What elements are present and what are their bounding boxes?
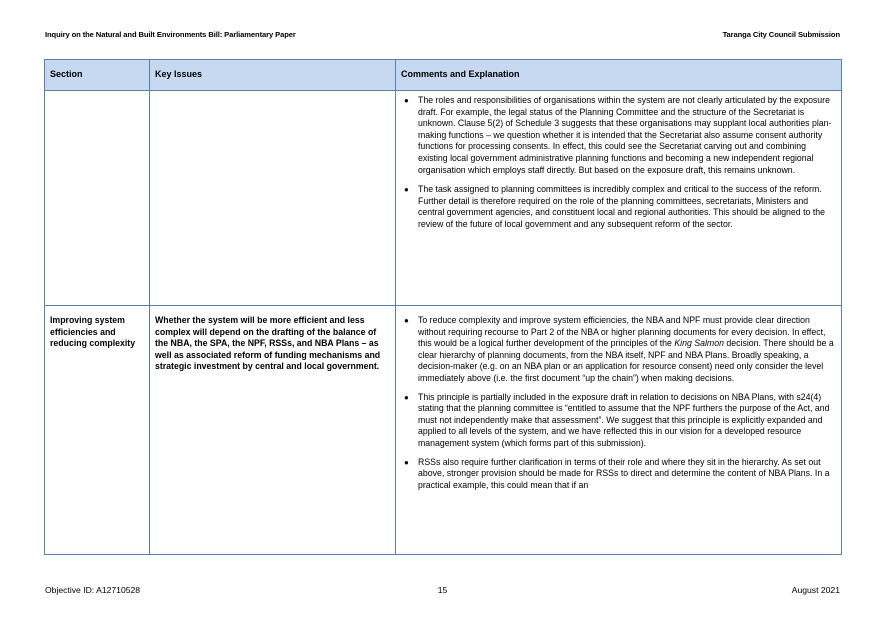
- comments-cell: [396, 91, 842, 306]
- table-row: [45, 91, 842, 306]
- comment-text: This principle is partially included in the exposure draft in relation to decisions on NBA Plans, with s24(4) stating that the planning committee is “entitled to assume that the NPF furthers the purpose of the Act, and must not independently make that assessment”. We suggest that this principle is explicitly expanded and applied to all levels of the system, and we have reflected this in our vision for a developed resource management system (which forms part of this submission).: [418, 391, 830, 448]
- list-item: [400, 95, 835, 176]
- section-cell: [45, 91, 150, 306]
- comments-cell: [396, 306, 842, 555]
- comment-text: The task assigned to planning committees is incredibly complex and critical to the success of the reform. Further detail is therefore required on the role of the planning committees, secretariats, Ministers and central government agencies, and constituent local and regional authorities. This should be aligned to the review of the future of local government and any subsequent reform of the sector.: [418, 184, 825, 229]
- section-cell: Improving system efficiencies and reducing complexity: [45, 306, 150, 555]
- page-header-organisation: Taranga City Council Submission: [722, 30, 840, 39]
- case-name: King Salmon: [674, 338, 724, 349]
- comment-text: The roles and responsibilities of organisations within the system are not clearly articulated by the exposure draft. For example, the legal status of the Planning Committee and the structure of the Secretariat is unknown. Clause 5(2) of Schedule 3 suggests that these organisations may supplant local authorities plan-making functions – we question whether it is intended that the Secretariat also assume consent authority functions for processing consents. In effect, this could see the Secretariat carving out and combining existing local government administrative planning functions and becoming a new independent regional organisation which employs staff directly. But based on the exposure draft, this remains unknown.: [418, 95, 832, 175]
- comment-text: To reduce complexity and improve system efficiencies, the NBA and NPF must provide clear direction without requiring recourse to Part 2 of the NBA or higher planning documents for every decision. In effect, this would be a logical further development of the principles of the: [418, 315, 826, 349]
- list-item: [400, 392, 835, 450]
- page-number: 15: [437, 585, 448, 595]
- list-item: [400, 315, 835, 385]
- key-issues-cell: Whether the system will be more efficient and less complex will depend on the drafting of the balance of the NBA, the SPA, the NPF, RSSs, and NBA Plans – as well as associated reform of funding mechanisms and strategic investment by central and local government.: [150, 306, 396, 555]
- submission-table: [44, 59, 842, 555]
- list-item: [400, 184, 835, 230]
- key-issues-cell: [150, 91, 396, 306]
- column-header-section: Section: [45, 60, 150, 91]
- column-header-key-issues: Key Issues: [150, 60, 396, 91]
- comment-text: RSSs also require further clarification in terms of their role and where they sit in the hierarchy. As set out above, stronger provision should be made for RSSs to direct and determine the content of NBA Plans. In a practical example, this could mean that if an: [418, 456, 830, 490]
- bullet-icon: ●: [404, 457, 409, 467]
- table-header-row: [45, 60, 842, 91]
- page-header-title: Inquiry on the Natural and Built Environments Bill: Parliamentary Paper: [45, 30, 296, 39]
- objective-id: Objective ID: A12710528: [45, 585, 141, 595]
- bullet-icon: ●: [404, 392, 409, 402]
- list-item: [400, 457, 835, 492]
- column-header-comments: Comments and Explanation: [396, 60, 842, 91]
- bullet-icon: ●: [404, 316, 409, 325]
- table-row: [45, 306, 842, 555]
- comment-text-continued: decision. There should be a clear hierarchy of planning documents, from the NBA itself, NPF and NBA Plans. Broadly speaking, a decision-maker (e.g. on an NBA plan or an application for resource consent) need only consider the level immediately above (i.e. the first document “up the chain”) when making decisions.: [418, 338, 834, 383]
- bullet-icon: ●: [404, 96, 409, 105]
- document-date: August 2021: [791, 585, 840, 595]
- bullet-icon: ●: [404, 185, 409, 195]
